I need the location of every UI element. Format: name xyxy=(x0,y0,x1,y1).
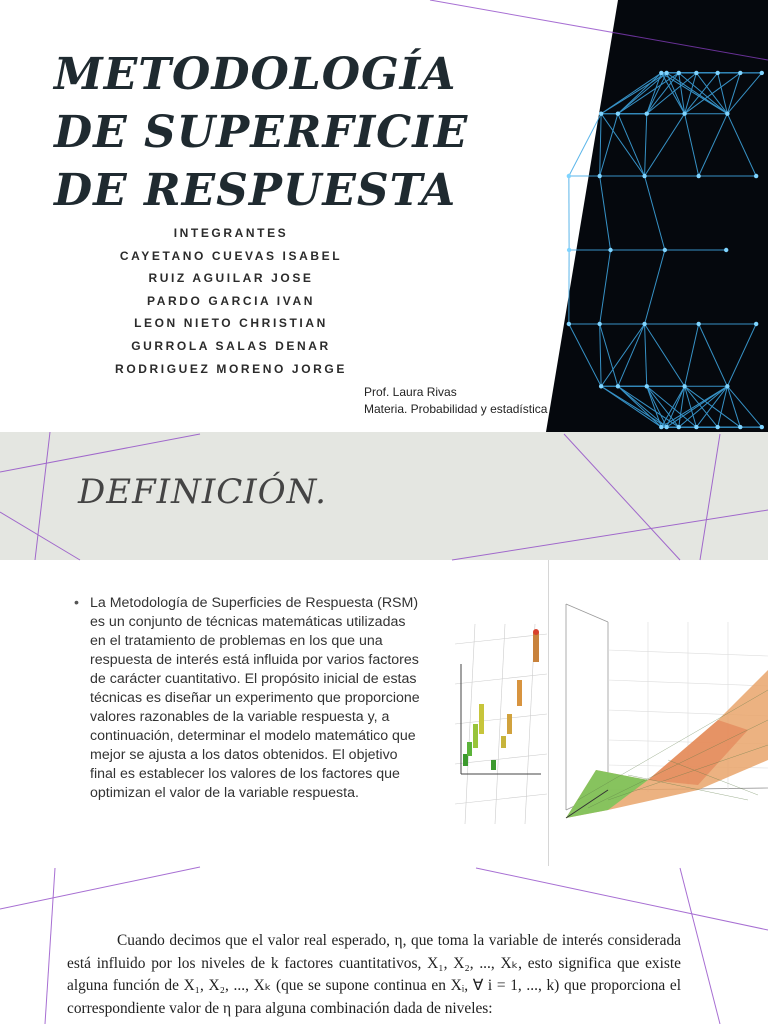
definition-heading: DEFINICIÓN. xyxy=(78,472,327,512)
title-line-3: DE RESPUESTA xyxy=(54,165,457,216)
subject-name: Materia. Probabilidad y estadística xyxy=(364,402,548,416)
definition-bullet: • La Metodología de Superficies de Respuesta (RSM) es un conjunto de técnicas matemáticas utilizadas en el tratamiento de problemas en los que una respuesta de interés está influida por varios factores de carácter cuantitativo. El propósito inicial de estas técnicas es diseñar un experimento que proporcione valores razonables de la variable respuesta y, a continuación, determinar el modelo matemático que mejor se ajusta a los datos obtenidos. El objetivo final es establecer los valores de los factores que optimizan el valor de la variable respuesta. xyxy=(74,594,420,803)
presentation-title xyxy=(54,46,534,220)
members-heading: INTEGRANTES xyxy=(173,226,289,240)
member-name: LEON NIETO CHRISTIAN xyxy=(134,316,328,331)
scatter-plot-image xyxy=(455,624,547,824)
member-name: PARDO GARCIA IVAN xyxy=(147,293,315,308)
title-line-1: METODOLOGÍA xyxy=(54,49,457,100)
math-content-slide xyxy=(0,866,768,1024)
member-name: RUIZ AGUILAR JOSE xyxy=(148,271,314,286)
response-surface-plot-image xyxy=(548,560,768,866)
members-list xyxy=(96,222,366,380)
title-line-2: DE SUPERFICIE xyxy=(54,107,469,158)
professor-name: Prof. Laura Rivas xyxy=(364,385,457,399)
definition-content-slide xyxy=(0,560,768,866)
member-name: CAYETANO CUEVAS ISABEL xyxy=(119,248,343,263)
member-name: RODRIGUEZ MORENO JORGE xyxy=(115,361,347,376)
definition-header-slide xyxy=(0,432,768,560)
member-name: GURROLA SALAS DENAR xyxy=(131,338,331,353)
title-slide xyxy=(0,0,768,432)
math-paragraph: Cuando decimos que el valor real esperado, η, que toma la variable de interés considerada está influido por los niveles de k factores cuantitativos, X₁, X₂, ..., Xₖ, esto significa que existe alguna función de X₁, X₂, ..., Xₖ (que se supone continua en Xᵢ, ∀ i = 1, ..., k) que proporciona el correspondiente valor de η para alguna combinación dada de niveles: xyxy=(67,932,681,1017)
course-info xyxy=(364,384,547,418)
